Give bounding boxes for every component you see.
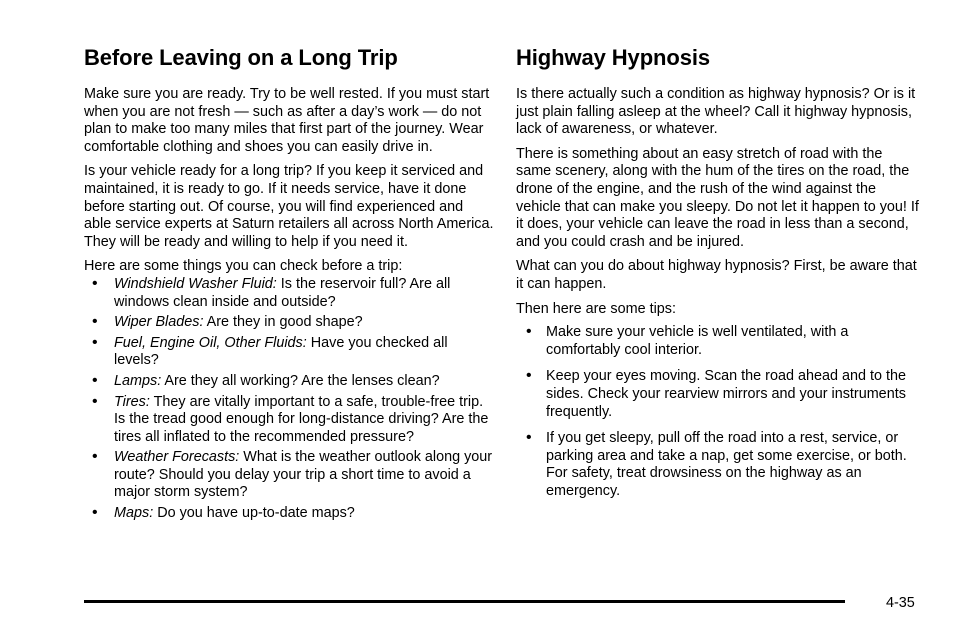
paragraph: Is your vehicle ready for a long trip? If you keep it serviced and maintained, it is ready to go. If it needs service, have it done before starting out. Of course, you will find experienced and able service experts at Saturn retailers all across North America. They will be ready and willing to help if you need it. (84, 163, 494, 250)
list-item (84, 276, 494, 311)
item-term: Windshield Washer Fluid: (114, 275, 277, 292)
item-text: Are they in good shape? (203, 314, 363, 331)
item-text: Have you checked all levels? (114, 334, 448, 369)
item-term: Tires: (114, 393, 150, 410)
item-term: Weather Forecasts: (114, 449, 240, 466)
tips-list (516, 324, 921, 500)
list-item (84, 314, 494, 332)
item-term: Wiper Blades: (114, 314, 204, 331)
paragraph: There is something about an easy stretch of road with the same scenery, along with the hum of the tires on the road, the drone of the engine, and the rush of the wind against the vehicle that can make you sleepy. Do not let it happen to you! If it does, your vehicle can leave the road in less than a second, and you could crash and be injured. (516, 145, 919, 250)
left-column (84, 44, 494, 526)
item-term: Lamps: (114, 372, 162, 389)
item-text: Are they all working? Are the lenses clean? (161, 372, 440, 389)
footer-rule (84, 600, 845, 603)
item-text: Is the reservoir full? Are all windows clean inside and outside? (114, 275, 451, 310)
tips-intro: Then here are some tips: (516, 300, 676, 317)
checklist (84, 276, 494, 523)
section-heading-long-trip: Before Leaving on a Long Trip (84, 45, 398, 70)
list-item (84, 394, 494, 447)
section-heading-highway-hypnosis: Highway Hypnosis (516, 45, 710, 70)
page-number: 4-35 (886, 595, 915, 611)
item-text: They are vitally important to a safe, trouble-free trip. Is the tread good enough for long-distance driving? Are the tires all inflated to the recommended pressure? (114, 393, 489, 445)
paragraph: Make sure you are ready. Try to be well rested. If you must start when you are not fresh — such as after a day’s work — do not plan to make too many miles that first part of the journey. Wear comfortable clothing and shoes you can easily drive in. (84, 86, 490, 155)
list-item (84, 373, 494, 391)
list-item: • If you get sleepy, pull off the road into a rest, service, or parking area and take a nap, get some exercise, or both. For safety, treat drowsiness on the highway as an emergency. (516, 430, 921, 500)
item-text: What is the weather outlook along your route? Should you delay your trip a short time to avoid a major storm system? (114, 449, 493, 501)
list-item: • Make sure your vehicle is well ventilated, with a comfortably cool interior. (516, 324, 921, 359)
item-term: Fuel, Engine Oil, Other Fluids: (114, 334, 307, 351)
right-column (516, 44, 921, 509)
paragraph: Is there actually such a condition as highway hypnosis? Or is it just plain falling asleep at the wheel? Call it highway hypnosis, lack of awareness, or whatever. (516, 86, 916, 138)
item-text: Do you have up-to-date maps? (153, 505, 355, 522)
list-item (84, 449, 494, 502)
list-item: • Keep your eyes moving. Scan the road ahead and to the sides. Check your rearview mirrors and your instruments frequently. (516, 368, 921, 421)
list-item (84, 335, 494, 370)
list-item (84, 505, 494, 523)
list-intro: Here are some things you can check before a trip: (84, 258, 403, 275)
item-term: Maps: (114, 505, 154, 522)
paragraph: What can you do about highway hypnosis? First, be aware that it can happen. (516, 258, 917, 292)
